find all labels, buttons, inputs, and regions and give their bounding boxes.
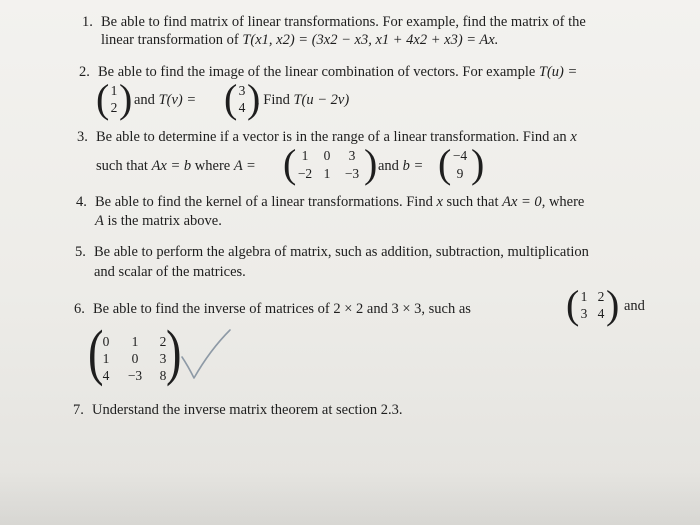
a-matrix-r1c1: 1 [301, 148, 309, 163]
a-matrix-left-paren: ( [283, 141, 297, 186]
item-2-and-text: and [134, 92, 159, 108]
item-3-line-1-text: Be able to determine if a vector is in the range of a linear transformation. Find an [96, 129, 571, 145]
item-4-line-1-c: , where [541, 194, 585, 210]
m2-r2c1: 3 [580, 306, 588, 321]
item-4-line-1-b: such that [442, 194, 503, 210]
item-1-line-1: Be able to find matrix of linear transformations. For example, find the matrix of the [101, 14, 586, 30]
m3-r1c3: 2 [159, 334, 167, 349]
item-5-line-1: Be able to perform the algebra of matrix, such as addition, subtraction, multiplication [94, 244, 589, 260]
item-3-such-that: such that [96, 158, 152, 174]
paper-shadow [0, 470, 700, 525]
item-4-x-var: x [436, 194, 443, 210]
item-4-line-1-a: Be able to find the kernel of a linear transformations. Find [95, 194, 437, 210]
m2-right-paren: ) [606, 282, 620, 327]
b-vector-right-paren: ) [471, 141, 485, 186]
handwritten-checkmark-icon [176, 326, 236, 386]
item-2-and-tv [134, 91, 196, 109]
a-matrix-r2c2: 1 [323, 166, 331, 181]
item-3-line-1 [96, 128, 577, 146]
item-2-find-text: , Find [256, 92, 294, 108]
item-3-b-label: b = [402, 158, 424, 174]
item-3-equation: Ax = b [151, 158, 192, 174]
m3-r2c1: 1 [102, 351, 110, 366]
v-vector-right-paren: ) [247, 76, 261, 121]
item-5-line-2: and scalar of the matrices. [94, 264, 246, 280]
item-6-line-1: Be able to find the inverse of matrices of 2 × 2 and 3 × 3, such as [93, 301, 471, 317]
item-3-a-label: A = [233, 158, 256, 174]
a-matrix-r2c1: −2 [297, 166, 313, 181]
item-6-and: and [624, 298, 645, 314]
u-vector-entry-1: 1 [110, 83, 118, 98]
m2-r1c2: 2 [597, 289, 605, 304]
item-2-line-1 [98, 63, 577, 81]
m3-r1c2: 1 [131, 334, 139, 349]
a-matrix-r2c3: −3 [344, 166, 360, 181]
a-matrix-right-paren: ) [364, 141, 378, 186]
item-2-line-1-text: Be able to find the image of the linear combination of vectors. For example [98, 64, 539, 80]
item-3-line-2 [96, 157, 256, 175]
b-vector-entry-2: 9 [456, 166, 464, 181]
m3-r3c1: 4 [102, 368, 110, 383]
b-vector-entry-1: −4 [452, 148, 468, 163]
v-vector-left-paren: ( [224, 76, 238, 121]
u-vector-right-paren: ) [119, 76, 133, 121]
a-matrix-r1c2: 0 [323, 148, 331, 163]
item-4-number: 4. [76, 194, 87, 210]
m2-r2c2: 4 [597, 306, 605, 321]
item-7-line-1: Understand the inverse matrix theorem at section 2.3. [92, 402, 403, 418]
item-3-number: 3. [77, 129, 88, 145]
item-1-number: 1. [82, 14, 93, 30]
item-3-and-b [378, 157, 423, 175]
v-vector-entry-1: 3 [238, 83, 246, 98]
item-2-tv-label: T(v) = [158, 92, 197, 108]
m3-r1c1: 0 [102, 334, 110, 349]
m3-r2c2: 0 [131, 351, 139, 366]
item-4-a-var: A [95, 213, 104, 229]
item-4-line-2-text: is the matrix above. [103, 213, 222, 229]
item-5-number: 5. [75, 244, 86, 260]
item-6-number: 6. [74, 301, 85, 317]
m2-left-paren: ( [566, 282, 580, 327]
item-2-tu-label: T(u) = [538, 64, 578, 80]
v-vector-entry-2: 4 [238, 100, 246, 115]
item-2-number: 2. [79, 64, 90, 80]
item-2-find [256, 91, 349, 109]
u-vector-entry-2: 2 [110, 100, 118, 115]
item-1-transformation-formula: T(x1, x2) = (3x2 − x3, x1 + 4x2 + x3) = Ax. [242, 32, 499, 48]
item-3-x-var: x [570, 129, 577, 145]
a-matrix-r1c3: 3 [348, 148, 356, 163]
m3-r3c3: 8 [159, 368, 167, 383]
item-1-line-2 [101, 31, 498, 49]
item-3-and-text: and [378, 158, 403, 174]
m3-r2c3: 3 [159, 351, 167, 366]
item-2-find-expression: T(u − 2v) [293, 92, 350, 108]
item-4-line-2 [95, 212, 222, 230]
item-4-line-1 [95, 193, 584, 211]
m3-left-paren: ( [88, 319, 104, 387]
item-4-equation: Ax = 0 [502, 194, 542, 210]
item-1-line-2-prefix: linear transformation of [101, 32, 243, 48]
m2-r1c1: 1 [580, 289, 588, 304]
b-vector-left-paren: ( [438, 141, 452, 186]
u-vector-left-paren: ( [96, 76, 110, 121]
m3-right-paren: ) [166, 319, 182, 387]
item-3-where: where [191, 158, 234, 174]
m3-r3c2: −3 [127, 368, 143, 383]
item-7-number: 7. [73, 402, 84, 418]
